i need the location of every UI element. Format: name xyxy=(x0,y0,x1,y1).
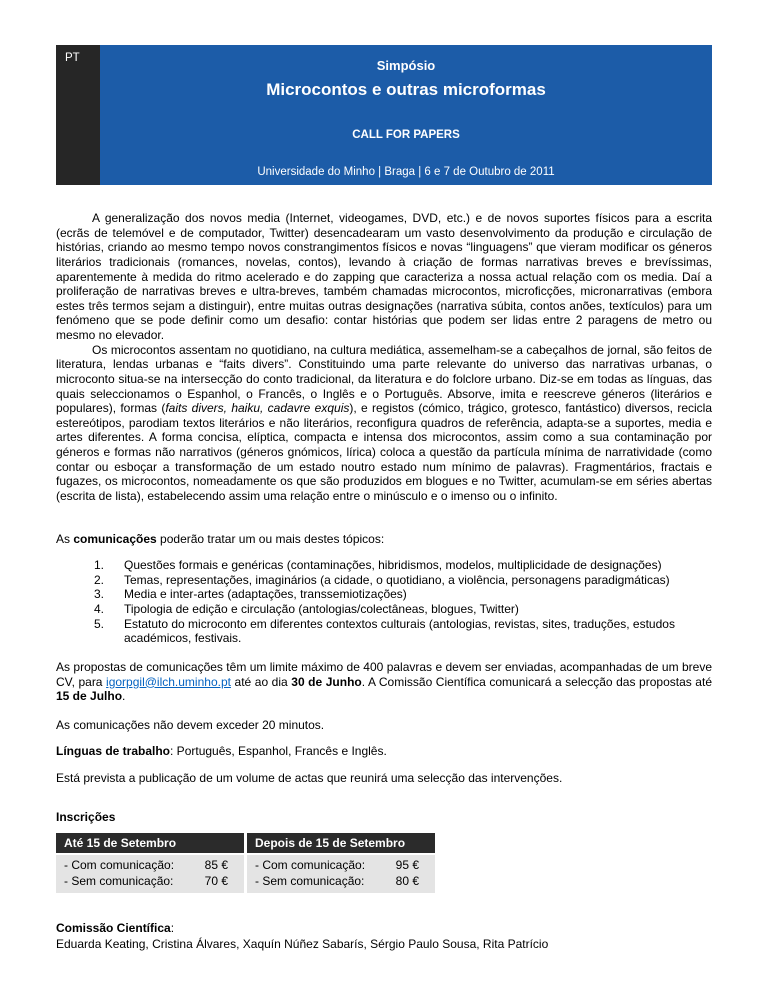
committee-colon: : xyxy=(170,921,175,936)
intro-paragraph-2 xyxy=(56,343,712,504)
languages-label: Línguas de trabalho xyxy=(56,744,171,759)
topic-text: Estatuto do microconto em diferentes contextos culturais (antologias, revistas, sites, traduções, estudos académicos, festivais. xyxy=(124,616,675,646)
topics-intro-pre: As xyxy=(56,531,74,546)
fee-price: 70 € xyxy=(204,873,228,888)
registration-table xyxy=(56,833,435,893)
topic-number: 5. xyxy=(94,616,105,631)
proposals-paragraph xyxy=(56,660,712,704)
p2-text-a: Os microcontos assentam no quotidiano, na cultura mediática, assemelham-se a cabeçalhos de jornal, são feitos de literatura, lendas urbanas e “faits divers”. Constituindo uma parte relevante do universo das narrativas urbanas, o microconto situa-se na intersecção do conto tradicional, da literatura e do folclore urbano. Diz-se em todas as línguas, das quais seleccionamos o Espanhol, o Francês, o Inglês e o Português. Absorve, imita e reescreve géneros (literários e populares), formas ( xyxy=(56,342,712,416)
pt-side-tab xyxy=(56,45,100,185)
topic-number: 4. xyxy=(94,602,105,616)
topic-text: Questões formais e genéricas (contaminações, hibridismos, modelos, multiplicidade de designações) xyxy=(124,558,662,573)
document-content xyxy=(56,211,712,953)
scientific-committee xyxy=(56,921,712,952)
topics-intro xyxy=(56,532,712,547)
topic-number: 3. xyxy=(94,587,105,602)
table-header-late: Depois de 15 de Setembro xyxy=(247,833,435,853)
topics-list xyxy=(94,558,712,646)
table-header-early: Até 15 de Setembro xyxy=(56,833,244,853)
topic-number: 2. xyxy=(94,572,105,587)
topic-text: Tipologia de edição e circulação (antologias/colectâneas, blogues, Twitter) xyxy=(124,602,519,616)
registration-column-early xyxy=(56,833,244,893)
table-row xyxy=(64,858,236,874)
p2-italic-forms: faits divers, haiku, cadavre exquis xyxy=(165,401,350,416)
page-title: Microcontos e outras microformas xyxy=(266,80,546,99)
proposals-text-b: até ao dia xyxy=(230,674,292,689)
call-for-papers-label: CALL FOR PAPERS xyxy=(352,129,460,141)
email-link[interactable]: igorpgil@ilch.uminho.pt xyxy=(106,674,231,689)
intro-paragraph-1: A generalização dos novos media (Internet, videogames, DVD, etc.) e de novos suportes físicos para a escrita (ecrãs de telemóvel e de computador, Twitter) desencadearam um vasto desenvolvimento da produção e circulação de histórias, criando ao mesmo tempo novos constrangimentos físicos e novas “linguagens” que vieram modificar os géneros literários tradicionais (romances, novelas, contos), levando à criação de formas narrativas breves e brevíssimas, aparentemente à medida do ritmo acelerado e do zapping que caracteriza a nossa actual relação com os media. Daí a proliferação de narrativas breves e ultra-breves, também chamadas microcontos, microficções, micronarrativas (embora estes três termos sejam a distinguir), entre muitas outras designações (narrativa súbita, contos anões, textículos) para um fenómeno que se pode definir como um desafio: contar histórias que podem ser lidas entre 2 paragens de metro ou mesmo no elevador. xyxy=(56,211,712,342)
banner-content xyxy=(100,45,712,185)
proposals-text-c: . A Comissão Científica comunicará a selecção das propostas até xyxy=(361,674,712,689)
topic-item xyxy=(94,558,712,573)
registration-column-late xyxy=(247,833,435,893)
deadline-submission: 30 de Junho xyxy=(291,674,362,689)
topics-intro-post: poderão tratar um ou mais destes tópicos: xyxy=(156,531,385,546)
proposals-text-d: . xyxy=(122,689,126,704)
fee-label: - Com comunicação: xyxy=(255,858,366,873)
fee-label: - Com comunicação: xyxy=(64,858,175,873)
table-body-early xyxy=(56,855,244,893)
table-row xyxy=(64,874,236,890)
committee-heading xyxy=(56,921,712,937)
registration-heading: Inscrições xyxy=(56,809,116,824)
fee-price: 80 € xyxy=(395,873,419,888)
fee-label: - Sem comunicação: xyxy=(64,873,174,888)
language-label: PT xyxy=(65,52,80,64)
topic-item xyxy=(94,617,712,646)
proposals-text-a: As propostas de comunicações têm um limite máximo de 400 palavras e devem ser enviadas, acompanhadas de um breve CV, para xyxy=(56,659,712,689)
working-languages xyxy=(56,744,712,759)
topic-item xyxy=(94,602,712,617)
topic-text: Temas, representações, imaginários (a cidade, o quotidiano, a violência, personagens paradigmáticas) xyxy=(124,572,670,587)
venue-date-line: Universidade do Minho | Braga | 6 e 7 de Outubro de 2011 xyxy=(257,166,555,178)
committee-label: Comissão Científica xyxy=(56,921,171,936)
duration-note: As comunicações não devem exceder 20 minutos. xyxy=(56,717,325,732)
fee-price: 85 € xyxy=(204,858,228,873)
fee-price: 95 € xyxy=(395,858,419,873)
banner-subtitle: Simpósio xyxy=(376,58,436,73)
p2-text-b: ), e registos (cómico, trágico, grotesco, fantástico) diversos, recicla estereótipos, parodiam textos literários e não literários, reconfigura quadros de referência, adapta-se a suportes, media e artes diferentes. A forma concisa, elíptica, compacta e intensa dos microcontos, assim como a sua contaminação por géneros e formas não narrativos (géneros gnómicos, lírica) coloca a questão da partícula mínima de narratividade (como contar ou esboçar a transformação de um estado noutro estado num mínimo de palavras). Fragmentários, fractais e fugazes, os microcontos, nomeadamente os que são produzidos em blogues e no Twitter, acumulam-se em séries abertas (escrita de lista), estabelecendo assim uma relação entre o minúsculo e o imenso ou o infinito. xyxy=(56,401,713,503)
topic-item xyxy=(94,587,712,602)
table-body-late xyxy=(247,855,435,893)
header-banner xyxy=(56,45,712,185)
languages-list: : Português, Espanhol, Francês e Inglês. xyxy=(170,744,387,759)
committee-names: Eduarda Keating, Cristina Álvares, Xaquín Núñez Sabarís, Sérgio Paulo Sousa, Rita Patrício xyxy=(56,937,549,952)
deadline-notification: 15 de Julho xyxy=(56,689,123,704)
topics-intro-bold: comunicações xyxy=(73,531,157,546)
topic-item xyxy=(94,573,712,588)
fee-label: - Sem comunicação: xyxy=(255,873,365,888)
table-row xyxy=(255,858,427,874)
publication-note: Está prevista a publicação de um volume de actas que reunirá uma selecção das intervenções. xyxy=(56,771,563,785)
table-row xyxy=(255,874,427,890)
topic-text: Media e inter-artes (adaptações, transsemiotizações) xyxy=(124,587,407,602)
topic-number: 1. xyxy=(94,558,105,573)
